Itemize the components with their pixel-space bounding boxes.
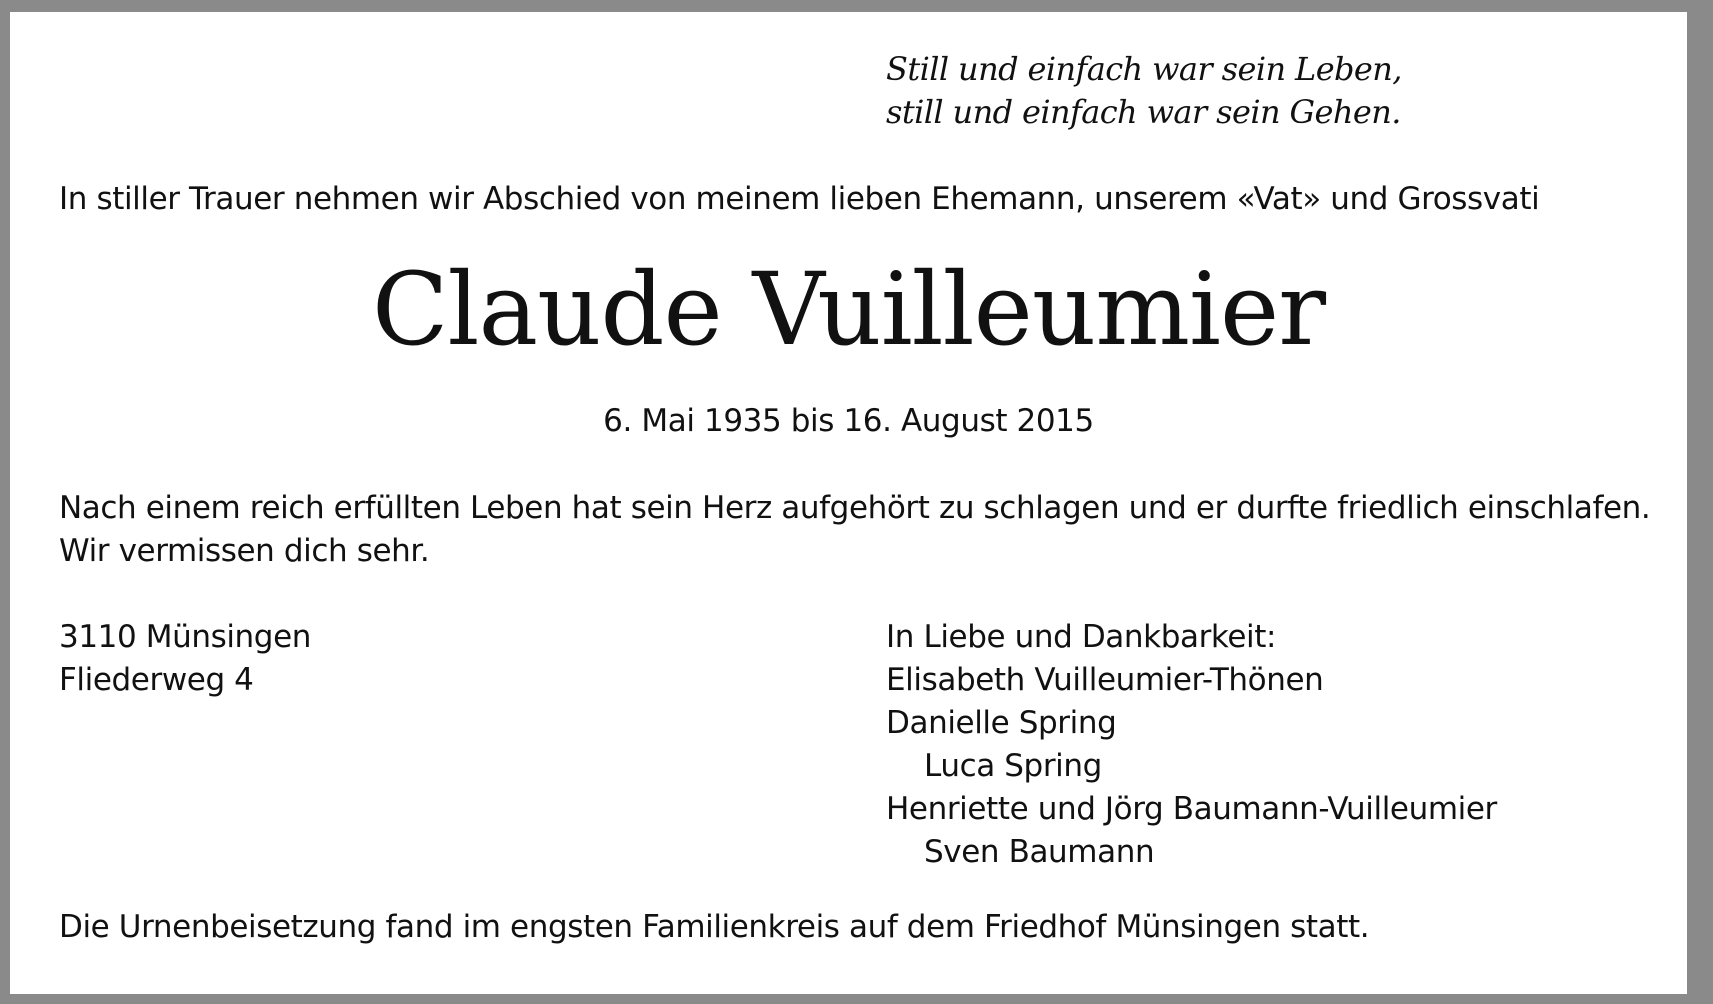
message-line: Wir vermissen dich sehr. xyxy=(59,533,430,569)
mourners-block xyxy=(886,616,1497,874)
mourner-name: Danielle Spring xyxy=(886,705,1117,741)
burial-note: Die Urnenbeisetzung fand im engsten Familienkreis auf dem Friedhof Münsingen statt. xyxy=(59,909,1370,945)
mourner-name: Elisabeth Vuilleumier-Thönen xyxy=(886,662,1324,698)
mourner-name: Luca Spring xyxy=(924,748,1102,784)
message-line: Nach einem reich erfüllten Leben hat sein Herz aufgehört zu schlagen und er durfte friedlich einschlafen. xyxy=(59,490,1651,526)
address-line: 3110 Münsingen xyxy=(59,619,311,655)
motto-quote xyxy=(886,48,1402,134)
intro-text: In stiller Trauer nehmen wir Abschied von meinem lieben Ehemann, unserem «Vat» und Grossvati xyxy=(59,181,1540,217)
message-paragraph xyxy=(59,487,1650,573)
mourner-name: Sven Baumann xyxy=(924,834,1155,870)
mourners-heading: In Liebe und Dankbarkeit: xyxy=(886,619,1277,655)
address-block xyxy=(59,616,311,702)
deceased-name: Claude Vuilleumier xyxy=(371,251,1326,368)
mourner-name: Henriette und Jörg Baumann-Vuilleumier xyxy=(886,791,1497,827)
obituary-notice xyxy=(10,12,1687,994)
life-dates: 6. Mai 1935 bis 16. August 2015 xyxy=(603,403,1094,439)
motto-line: Still und einfach war sein Leben, xyxy=(886,50,1402,88)
address-line: Fliederweg 4 xyxy=(59,662,254,698)
motto-line: still und einfach war sein Gehen. xyxy=(886,93,1401,131)
